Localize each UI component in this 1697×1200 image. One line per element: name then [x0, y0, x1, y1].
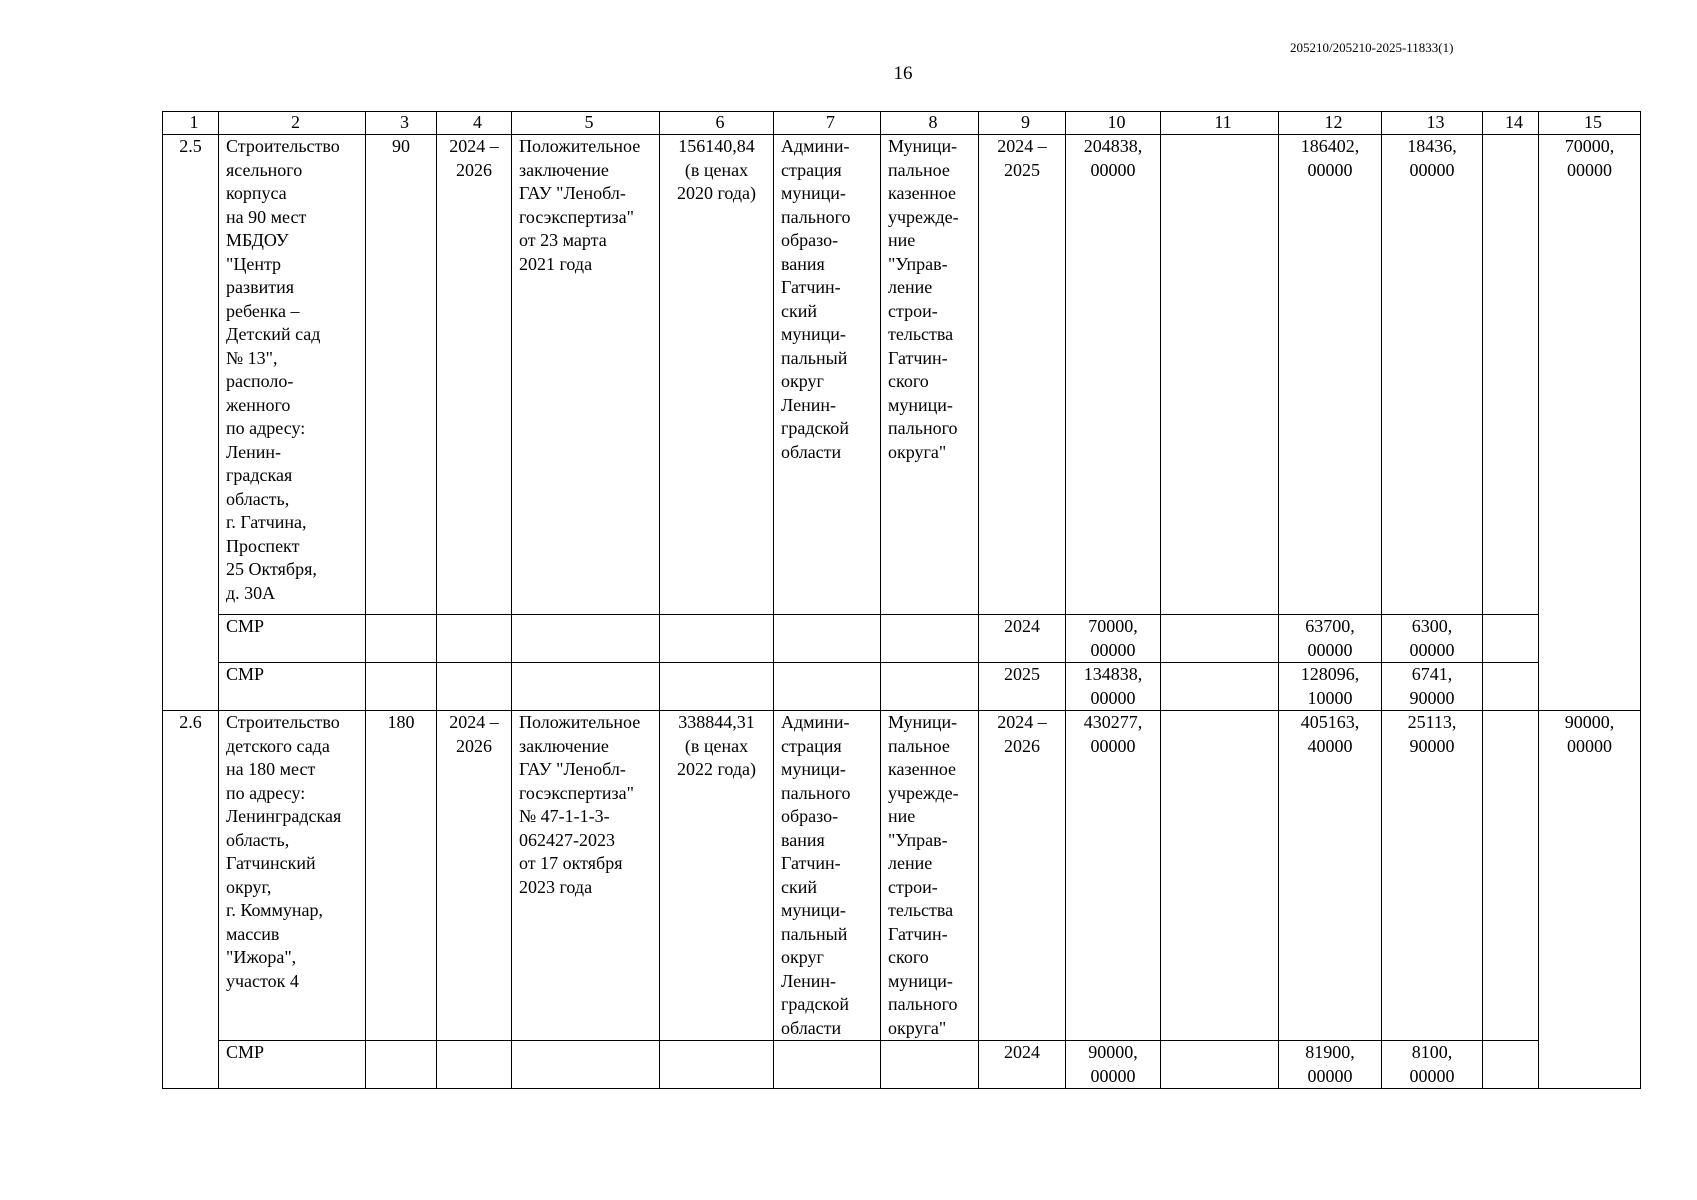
years-cell: 2024 – 2025 [979, 135, 1066, 615]
object-name-cell: Строительство ясельного корпуса на 90 мест МБДОУ "Центр развития ребенка – Детский сад № 13", располо- женного по адресу: Ленин- градская область, г. Гатчина, Проспект 25 Октября, д. 30А [219, 135, 366, 615]
cost-cell: 156140,84 (в ценах 2020 года) [660, 135, 774, 615]
col14-cell [1483, 711, 1539, 1041]
column-number: 15 [1539, 112, 1641, 135]
expertise-cell: Положительное заключение ГАУ "Ленобл- госэкспертиза" № 47-1-1-3- 062427-2023 от 17 октября 2023 года [512, 711, 660, 1041]
row-number-cell: 2.5 [163, 135, 219, 711]
column-number: 2 [219, 112, 366, 135]
table-subrow [163, 663, 1641, 711]
total-cell: 70000, 00000 [1066, 615, 1161, 663]
col12-cell: 63700, 00000 [1279, 615, 1382, 663]
capacity-cell: 180 [366, 711, 437, 1041]
investment-table [162, 111, 1641, 1089]
column-number: 13 [1382, 112, 1483, 135]
col12-cell: 81900, 00000 [1279, 1041, 1382, 1089]
col13-cell: 6741, 90000 [1382, 663, 1483, 711]
year-cell: 2024 [979, 615, 1066, 663]
col13-cell: 8100, 00000 [1382, 1041, 1483, 1089]
builder-cell: Муници- пальное казенное учрежде- ние "Управ- ление строи- тельства Гатчин- ского муници- пального округа" [881, 135, 979, 615]
cost-cell: 338844,31 (в ценах 2022 года) [660, 711, 774, 1041]
col11-cell [1161, 135, 1279, 615]
period-cell: 2024 – 2026 [437, 135, 512, 615]
expertise-cell: Положительное заключение ГАУ "Ленобл- госэкспертиза" от 23 марта 2021 года [512, 135, 660, 615]
total-cell: 430277, 00000 [1066, 711, 1161, 1041]
page-number: 16 [893, 63, 913, 84]
work-type-cell: СМР [219, 615, 366, 663]
customer-cell: Админи- страция муници- пального образо- вания Гатчин- ский муници- пальный округ Ленин- градской области [774, 711, 881, 1041]
table-row [163, 135, 1641, 615]
work-type-cell: СМР [219, 1041, 366, 1089]
table-subrow [163, 1041, 1641, 1089]
col12-cell: 128096, 10000 [1279, 663, 1382, 711]
col12-cell: 186402, 00000 [1279, 135, 1382, 615]
years-cell: 2024 – 2026 [979, 711, 1066, 1041]
col11-cell [1161, 711, 1279, 1041]
year-cell: 2025 [979, 663, 1066, 711]
col13-cell: 25113, 90000 [1382, 711, 1483, 1041]
object-name-cell: Строительство детского сада на 180 мест по адресу: Ленинградская область, Гатчинский округ, г. Коммунар, массив "Ижора", участок 4 [219, 711, 366, 1041]
column-number: 8 [881, 112, 979, 135]
column-number: 7 [774, 112, 881, 135]
customer-cell: Админи- страция муници- пального образо- вания Гатчин- ский муници- пальный округ Ленин- градской области [774, 135, 881, 615]
total-cell: 90000, 00000 [1066, 1041, 1161, 1089]
col12-cell: 405163, 40000 [1279, 711, 1382, 1041]
capacity-cell: 90 [366, 135, 437, 615]
col15-cell: 90000, 00000 [1539, 711, 1641, 1089]
table-subrow [163, 615, 1641, 663]
document-id: 205210/205210-2025-11833(1) [1290, 40, 1454, 55]
total-cell: 204838, 00000 [1066, 135, 1161, 615]
row-number-cell: 2.6 [163, 711, 219, 1089]
column-number: 11 [1161, 112, 1279, 135]
table-row [163, 711, 1641, 1041]
col15-cell: 70000, 00000 [1539, 135, 1641, 711]
col13-cell: 6300, 00000 [1382, 615, 1483, 663]
column-number: 10 [1066, 112, 1161, 135]
column-number: 4 [437, 112, 512, 135]
column-number-row [163, 112, 1641, 135]
column-number: 3 [366, 112, 437, 135]
builder-cell: Муници- пальное казенное учрежде- ние "Управ- ление строи- тельства Гатчин- ского муници- пального округа" [881, 711, 979, 1041]
column-number: 9 [979, 112, 1066, 135]
work-type-cell: СМР [219, 663, 366, 711]
col13-cell: 18436, 00000 [1382, 135, 1483, 615]
total-cell: 134838, 00000 [1066, 663, 1161, 711]
col14-cell [1483, 135, 1539, 615]
year-cell: 2024 [979, 1041, 1066, 1089]
column-number: 14 [1483, 112, 1539, 135]
column-number: 12 [1279, 112, 1382, 135]
period-cell: 2024 – 2026 [437, 711, 512, 1041]
column-number: 5 [512, 112, 660, 135]
column-number: 6 [660, 112, 774, 135]
column-number: 1 [163, 112, 219, 135]
